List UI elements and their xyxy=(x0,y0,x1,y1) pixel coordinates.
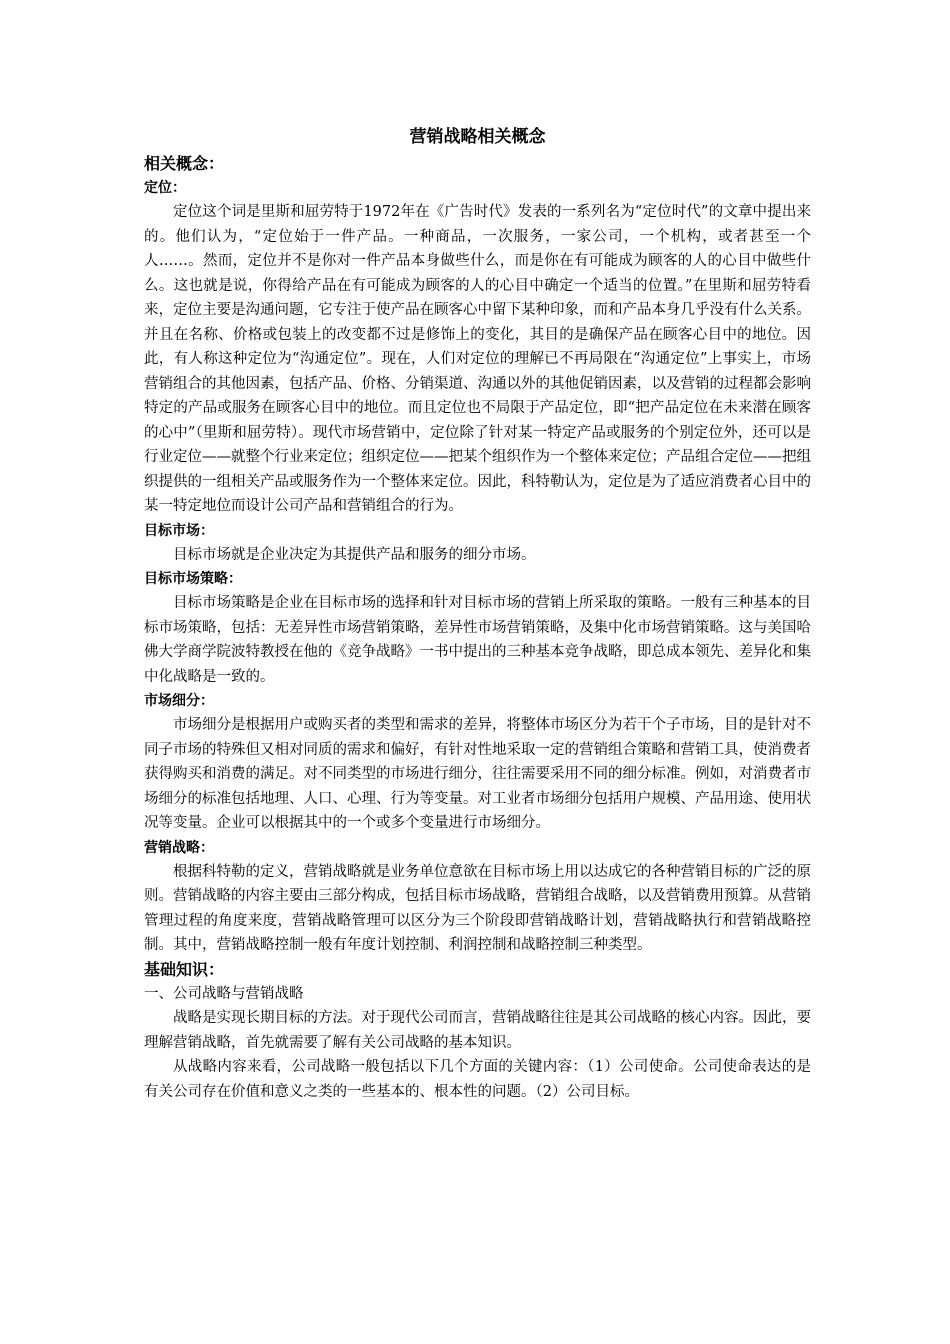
document-title: 营销战略相关概念 xyxy=(409,127,546,147)
related-concepts-heading: 相关概念： xyxy=(144,154,225,173)
corp-strategy-paragraph-2: 从战略内容来看，公司战略一般包括以下几个方面的关键内容：（1）公司使命。公司使命表达的是有关公司存在价值和意义之类的一些基本的、根本性的问题。（2）公司目标。 xyxy=(144,1059,811,1100)
target-market-strategy-heading: 目标市场策略： xyxy=(144,571,242,587)
target-market-heading: 目标市场： xyxy=(144,522,214,539)
positioning-heading: 定位： xyxy=(144,180,186,196)
positioning-paragraph: 定位这个词是里斯和屈劳特于1972年在《广告时代》发表的一系列名为“定位时代”的文章中提出来的。他们认为，“定位始于一件产品。一种商品，一次服务，一家公司，一个机构，或者甚至一个人……。然而，定位并不是你对一件产品本身做些什么，而是你在有可能成为顾客的人的心目中做些什么。这也就是说，你得给产品在有可能成为顾客的人的心目中确定一个适当的位置。”在里斯和屈劳特看来，定位主要是沟通问题，它专注于使产品在顾客心中留下某种印象，而和产品本身几乎没有什么关系。并且在名称、价格或包装上的改变都不过是修饰上的变化，其目的是确保产品在顾客心目中的地位。因此，有人称这种定位为“沟通定位”。现在，人们对定位的理解已不再局限在“沟通定位”上事实上，市场营销组合的其他因素，包括产品、价格、分销渠道、沟通以外的其他促销因素，以及营销的过程都会影响特定的产品或服务在顾客心目中的地位。而且定位也不局限于产品定位，即“把产品定位在未来潜在顾客的心中”（里斯和屈劳特）。现代市场营销中，定位除了针对某一特定产品或服务的个别定位外，还可以是行业定位——就整个行业来定位；组织定位——把某个组织作为一个整体来定位；产品组合定位——把组织提供的一组相关产品或服务作为一个整体来定位。因此，科特勒认为，定位是为了适应消费者心目中的某一特定地位而设计公司产品和营销组合的行为。 xyxy=(144,204,811,514)
marketing-strategy-heading: 营销战略： xyxy=(144,839,214,856)
marketing-strategy-paragraph: 根据科特勒的定义，营销战略就是业务单位意欲在目标市场上用以达成它的各种营销目标的广泛的原则。营销战略的内容主要由三部分构成，包括目标市场战略，营销组合战略，以及营销费用预算。从营销管理过程的角度来度，营销战略管理可以区分为三个阶段即营销战略计划，营销战略执行和营销战略控制。其中，营销战略控制一般有年度计划控制、利润控制和战略控制三种类型。 xyxy=(144,863,811,953)
document-page xyxy=(144,122,811,1104)
corp-strategy-heading: 一、公司战略与营销战略 xyxy=(144,985,304,1002)
segmentation-heading: 市场细分： xyxy=(144,693,214,709)
target-market-strategy-paragraph: 目标市场策略是企业在目标市场的选择和针对目标市场的营销上所采取的策略。一般有三种基本的目标市场策略，包括：无差异性市场营销策略，差异性市场营销策略，及集中化市场营销策略。这与美国哈佛大学商学院波特教授在他的《竞争战略》一书中提出的三种基本竞争战略，即总成本领先、差异化和集中化战略是一致的。 xyxy=(144,595,811,685)
corp-strategy-paragraph-1: 战略是实现长期目标的方法。对于现代公司而言，营销战略往往是其公司战略的核心内容。因此，要理解营销战略，首先就需要了解有关公司战略的基本知识。 xyxy=(144,1010,811,1051)
segmentation-paragraph: 市场细分是根据用户或购买者的类型和需求的差异，将整体市场区分为若干个子市场，目的是针对不同子市场的特殊但又相对同质的需求和偏好，有针对性地采取一定的营销组合策略和营销工具，使消费者获得购买和消费的满足。对不同类型的市场进行细分，往往需要采用不同的细分标准。例如，对消费者市场细分的标准包括地理、人口、心理、行为等变量。对工业者市场细分包括用户规模、产品用途、使用状况等变量。企业可以根据其中的一个或多个变量进行市场细分。 xyxy=(144,717,811,831)
target-market-paragraph: 目标市场就是企业决定为其提供产品和服务的细分市场。 xyxy=(173,546,536,563)
basics-heading: 基础知识： xyxy=(144,959,225,979)
